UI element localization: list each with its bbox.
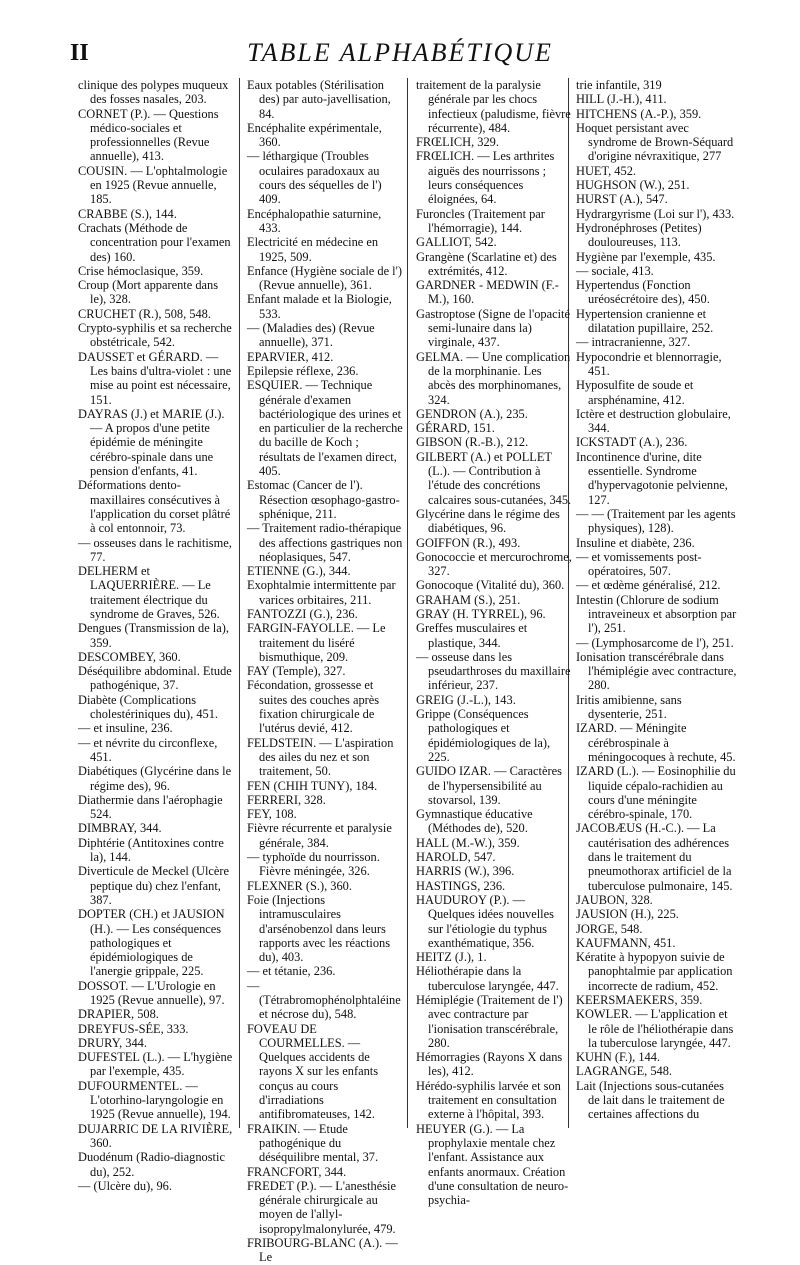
index-entry: — et névrite du circonflexe, 451. — [78, 735, 218, 764]
index-entry: FRŒLICH, 329. — [416, 135, 499, 150]
index-entry: Estomac (Cancer de l'). Résection œsophago-gastro-sphénique, 211. — [247, 478, 400, 521]
index-entry: JORGE, 548. — [576, 921, 643, 936]
index-entry: DUFESTEL (L.). — L'hygiène par l'exemple, 435. — [78, 1050, 233, 1079]
index-entry: clinique des polypes muqueux des fosses nasales, 203. — [78, 78, 229, 107]
index-column-3 — [416, 78, 572, 1207]
index-entry: JAUBON, 328. — [576, 892, 653, 907]
index-entry: Electricité en médecine en 1925, 509. — [247, 235, 379, 264]
index-entry: HUGHSON (W.), 251. — [576, 178, 690, 193]
index-entry: DRURY, 344. — [78, 1035, 147, 1050]
index-entry: trie infantile, 319 — [576, 78, 662, 92]
index-entry: GIBSON (R.-B.), 212. — [416, 435, 529, 450]
index-entry: DELHERM et LAQUERRIÈRE. — Le traitement électrique du syndrome de Graves, 526. — [78, 564, 220, 621]
index-entry: Furoncles (Traitement par l'hémorragie), 144. — [416, 206, 545, 235]
index-entry: Hérédo-syphilis larvée et son traitement en consultation externe à l'hôpital, 393. — [416, 1078, 561, 1122]
index-entry: Encéphalite expérimentale, 360. — [247, 120, 382, 150]
index-entry: traitement de la paralysie générale par les chocs infectieux (paludisme, fièvre récurrente), 484. — [416, 78, 571, 135]
index-column-2 — [247, 78, 403, 1265]
index-entry: DOPTER (CH.) et JAUSION (H.). — Les conséquences pathologiques et épidémiologiques de l'anergie grippale, 225. — [78, 907, 225, 979]
index-entry: HALL (M.-W.), 359. — [416, 835, 520, 850]
index-entry: Duodénum (Radio-diagnostic du), 252. — [78, 1150, 225, 1179]
index-entry: HEUYER (G.). — La prophylaxie mentale chez l'enfant. Assistance aux enfants anormaux. Création d'une consultation de neuro-psychia- — [416, 1121, 569, 1208]
index-entry: — (Ulcère du), 96. — [78, 1178, 172, 1193]
index-entry: Gastroptose (Signe de l'opacité semi-lunaire dans la) virginale, 437. — [416, 306, 570, 350]
index-entry: Dengues (Transmission de la), 359. — [78, 621, 229, 650]
index-entry: HAUDUROY (P.). — Quelques idées nouvelles sur l'étiologie du typhus exanthématique, 356. — [416, 892, 554, 950]
index-entry: Hygiène par l'exemple, 435. — [576, 249, 716, 264]
index-entry: Hyposulfite de soude et arsphénamine, 412. — [576, 378, 694, 407]
index-entry: Ionisation transcérébrale dans l'hémiplégie avec contracture, 280. — [576, 649, 737, 693]
index-entry: CRUCHET (R.), 508, 548. — [78, 306, 211, 321]
index-entry: Diphtérie (Antitoxines contre la), 144. — [78, 835, 224, 865]
index-entry: Kératite à hypopyon suivie de panophtalmie par application incorrecte de radium, 452. — [576, 950, 733, 993]
index-entry: Incontinence d'urine, dite essentielle. Syndrome d'hypervagotonie pelvienne, 127. — [576, 449, 728, 507]
index-entry: DUJARRIC DE LA RIVIÈRE, 360. — [78, 1121, 233, 1150]
index-entry: Epilepsie réflexe, 236. — [247, 363, 359, 378]
index-entry: Gymnastique éducative (Méthodes de), 520. — [416, 807, 533, 836]
index-entry: DESCOMBEY, 360. — [78, 649, 181, 664]
index-entry: GRAY (H. TYRREL), 96. — [416, 606, 546, 621]
index-entry: ETIENNE (G.), 344. — [247, 564, 351, 579]
index-entry: — Traitement radio-thérapique des affections gastriques non néoplasiques, 547. — [247, 521, 403, 564]
index-entry: Hypertendus (Fonction uréosécrétoire des), 450. — [576, 278, 710, 307]
index-entry: FEY, 108. — [247, 807, 297, 822]
index-entry: GRAHAM (S.), 251. — [416, 592, 521, 607]
index-entry: GÉRARD, 151. — [416, 421, 495, 436]
index-entry: CORNET (P.). — Questions médico-sociales et professionnelles (Revue annuelle), 413. — [78, 106, 219, 164]
index-entry: COUSIN. — L'ophtalmologie en 1925 (Revue annuelle, 185. — [78, 163, 228, 207]
page-title: TABLE ALPHABÉTIQUE — [247, 38, 553, 67]
index-entry: FERRERI, 328. — [247, 792, 326, 807]
index-entry: KUHN (F.), 144. — [576, 1050, 661, 1065]
index-entry: Diabétiques (Glycérine dans le régime des), 96. — [78, 764, 232, 793]
index-entry: HURST (A.), 547. — [576, 192, 668, 207]
index-entry: — (Maladies des) (Revue annuelle), 371. — [247, 321, 375, 350]
index-entry: FRIBOURG-BLANC (A.). — Le — [247, 1236, 398, 1265]
index-entry: GELMA. — Une complication de la morphinanie. Les abcès des morphinomanes, 324. — [416, 349, 571, 407]
index-entry: JACOBÆUS (H.-C.). — La cautérisation des adhérences dans le traitement du pneumothorax artificiel de la tuberculose pulmonaire, 145. — [576, 821, 733, 893]
index-entry: — sociale, 413. — [576, 263, 654, 278]
index-entry: Insuline et diabète, 236. — [576, 535, 695, 550]
index-entry: FAY (Temple), 327. — [247, 664, 346, 679]
index-column-1 — [78, 78, 234, 1193]
index-entry: Crise hémoclasique, 359. — [78, 263, 204, 278]
index-entry: Diverticule de Meckel (Ulcère peptique du) chez l'enfant, 387. — [78, 864, 230, 907]
index-entry: GUIDO IZAR. — Caractères de l'hypersensibilité au stovarsol, 139. — [416, 764, 562, 807]
index-entry: HAROLD, 547. — [416, 850, 496, 865]
index-entry: Greffes musculaires et plastique, 344. — [416, 621, 528, 650]
page-number: II — [70, 40, 89, 66]
index-entry: Eaux potables (Stérilisation des) par auto-javellisation, 84. — [247, 78, 391, 121]
index-entry: Grippe (Conséquences pathologiques et épidémiologiques de la), 225. — [416, 707, 551, 764]
index-entry: Crypto-syphilis et sa recherche obstétricale, 542. — [78, 321, 232, 350]
index-entry: IZARD (L.). — Eosinophilie du liquide cépalo-rachidien au cours d'une méningite cérébro-spinale, 170. — [576, 764, 736, 822]
index-entry: Hydronéphroses (Petites) douloureuses, 113. — [576, 220, 702, 250]
index-entry: Enfant malade et la Biologie, 533. — [247, 292, 392, 321]
index-columns — [78, 78, 738, 1265]
index-entry: HUET, 452. — [576, 163, 636, 178]
index-entry: Foie (Injections intramusculaires d'arsénobenzol dans leurs rapports avec les réactions du), 403. — [247, 892, 391, 965]
index-entry: Gonococcie et mercurochrome, 327. — [416, 549, 572, 579]
index-entry: ICKSTADT (A.), 236. — [576, 435, 688, 450]
index-entry: IZARD. — Méningite cérébrospinale à méningocoques à rechute, 45. — [576, 721, 736, 764]
index-entry: — léthargique (Troubles oculaires paradoxaux au cours des séquelles de l') 409. — [247, 149, 382, 207]
index-entry: Grangène (Scarlatine et) des extrémités, 412. — [416, 249, 557, 278]
index-entry: FRŒLICH. — Les arthrites aiguës des nourrissons ; leurs conséquences éloignées, 64. — [416, 149, 555, 207]
index-entry: — et œdème généralisé, 212. — [576, 578, 721, 593]
index-entry: LAGRANGE, 548. — [576, 1064, 673, 1079]
index-entry: ESQUIER. — Technique générale d'examen bactériologique des urines et en particulier de la recherche du bacille de Koch ; résultats de l'examen direct, 405. — [247, 378, 403, 479]
index-entry: Hydrargyrisme (Loi sur l'), 433. — [576, 206, 735, 221]
index-entry: DUFOURMENTEL. — L'otorhino-laryngologie en 1925 (Revue annuelle), 194. — [78, 1078, 231, 1122]
index-entry: DAUSSET et GÉRARD. — Les bains d'ultra-violet : une mise au point est nécessaire, 151. — [78, 349, 232, 407]
index-entry: Gonocoque (Vitalité du), 360. — [416, 578, 565, 593]
index-entry: Hypocondrie et blennorragie, 451. — [576, 349, 722, 378]
index-column-4 — [576, 78, 738, 1122]
index-entry: Croup (Mort apparente dans le), 328. — [78, 278, 219, 307]
index-entry: FRAIKIN. — Etude pathogénique du déséquilibre mental, 37. — [247, 1121, 379, 1165]
index-entry: GOIFFON (R.), 493. — [416, 535, 521, 550]
index-entry: Fièvre récurrente et paralysie générale, 384. — [247, 821, 392, 850]
index-entry: GALLIOT, 542. — [416, 235, 497, 250]
index-entry: — (Tétrabromophénolphtaléine et nécrose du), 548. — [247, 978, 401, 1022]
index-entry: Iritis amibienne, sans dysenterie, 251. — [576, 692, 682, 722]
index-entry: HITCHENS (A.-P.), 359. — [576, 106, 702, 121]
index-entry: DOSSOT. — L'Urologie en 1925 (Revue annuelle), 97. — [78, 978, 225, 1007]
index-entry: KOWLER. — L'application et le rôle de l'héliothérapie dans la tuberculose laryngée, 447. — [576, 1007, 734, 1050]
index-entry: DRAPIER, 508. — [78, 1007, 159, 1022]
index-entry: FELDSTEIN. — L'aspiration des ailes du nez et son traitement, 50. — [247, 735, 394, 779]
index-entry: GENDRON (A.), 235. — [416, 406, 528, 421]
index-entry: FRANCFORT, 344. — [247, 1164, 347, 1179]
index-entry: Hémiplégie (Traitement de l') avec contracture par l'ionisation transcérébrale, 280. — [416, 993, 563, 1050]
index-entry: — osseuse dans les pseudarthroses du maxillaire inférieur, 237. — [416, 649, 571, 693]
index-entry: — intracranienne, 327. — [576, 335, 691, 350]
index-entry: Lait (Injections sous-cutanées de lait dans le traitement de certaines affections du — [576, 1078, 725, 1122]
index-entry: JAUSION (H.), 225. — [576, 907, 679, 922]
index-entry: — (Lymphosarcome de l'), 251. — [576, 635, 734, 650]
index-entry: GILBERT (A.) et POLLET (L.). — Contribution à l'étude des concrétions calcaires sous-cutanées, 345. — [416, 449, 572, 507]
index-entry: GARDNER - MEDWIN (F.-M.), 160. — [416, 278, 559, 307]
index-entry: GREIG (J.-L.), 143. — [416, 692, 516, 707]
index-entry: KEERSMAEKERS, 359. — [576, 993, 703, 1007]
index-entry: Déformations dento-maxillaires consécutives à l'application du corset plâtré à col entonnoir, 73. — [78, 478, 231, 536]
index-entry: Diabète (Complications cholestériniques du), 451. — [78, 692, 219, 722]
index-entry: Intestin (Chlorure de sodium intraveineux et absorption par l'), 251. — [576, 592, 737, 636]
index-entry: HARRIS (W.), 396. — [416, 864, 515, 879]
index-entry: Exophtalmie intermittente par varices orbitaires, 211. — [247, 578, 396, 607]
index-entry: CRABBE (S.), 144. — [78, 206, 177, 221]
index-entry: FOVEAU DE COURMELLES. — Quelques accidents de rayons X sur les enfants conçus au cours d'irradiations antifibromateuses, 142. — [247, 1021, 379, 1122]
index-entry: Hémorragies (Rayons X dans les), 412. — [416, 1050, 563, 1079]
index-entry: DREYFUS-SÉE, 333. — [78, 1021, 189, 1036]
index-entry: Fécondation, grossesse et suites des couches après fixation chirurgicale de l'utérus devié, 412. — [247, 678, 380, 736]
index-entry: Glycérine dans le régime des diabétiques, 96. — [416, 506, 560, 536]
index-entry: FANTOZZI (G.), 236. — [247, 606, 358, 621]
index-entry: Hoquet persistant avec syndrome de Brown-Séquard d'origine névraxitique, 277 — [576, 120, 734, 164]
index-entry: — typhoïde du nourrisson. Fièvre méningée, 326. — [247, 850, 380, 879]
index-entry: Ictère et destruction globulaire, 344. — [576, 406, 731, 436]
index-entry: DIMBRAY, 344. — [78, 821, 162, 836]
index-entry: FEN (CHIH TUNY), 184. — [247, 778, 378, 793]
index-entry: HILL (J.-H.), 411. — [576, 92, 667, 107]
index-entry: HASTINGS, 236. — [416, 878, 506, 893]
index-entry: Diathermie dans l'aérophagie 524. — [78, 792, 223, 822]
index-entry: DAYRAS (J.) et MARIE (J.). — A propos d'une petite épidémie de méningite cérébro-spinale dans une pension d'enfants, 41. — [78, 406, 225, 479]
index-entry: — — (Traitement par les agents physiques), 128). — [576, 506, 736, 536]
index-entry: FARGIN-FAYOLLE. — Le traitement du liséré bismuthique, 209. — [247, 621, 386, 664]
index-entry: Encéphalopathie saturnine, 433. — [247, 206, 382, 235]
index-entry: Enfance (Hygiène sociale de l') (Revue annuelle), 361. — [247, 263, 402, 293]
index-entry: Déséquilibre abdominal. Etude pathogénique, 37. — [78, 664, 232, 693]
index-entry: FLEXNER (S.), 360. — [247, 878, 352, 893]
index-entry: — et insuline, 236. — [78, 721, 173, 736]
index-entry: Héliothérapie dans la tuberculose laryngée, 447. — [416, 964, 559, 993]
index-entry: EPARVIER, 412. — [247, 349, 334, 364]
index-entry: — osseuses dans le rachitisme, 77. — [78, 535, 232, 564]
index-entry: Crachats (Méthode de concentration pour l'examen des) 160. — [78, 220, 231, 264]
index-entry: Hypertension cranienne et dilatation pupillaire, 252. — [576, 306, 714, 336]
index-entry: FREDET (P.). — L'anesthésie générale chirurgicale au moyen de l'allyl-isopropylmalonylurée, 479. — [247, 1178, 396, 1236]
index-entry: HEITZ (J.), 1. — [416, 950, 487, 965]
index-entry: KAUFMANN, 451. — [576, 935, 676, 950]
index-entry: — et tétanie, 236. — [247, 964, 336, 979]
index-entry: — et vomissements post-opératoires, 507. — [576, 549, 702, 579]
